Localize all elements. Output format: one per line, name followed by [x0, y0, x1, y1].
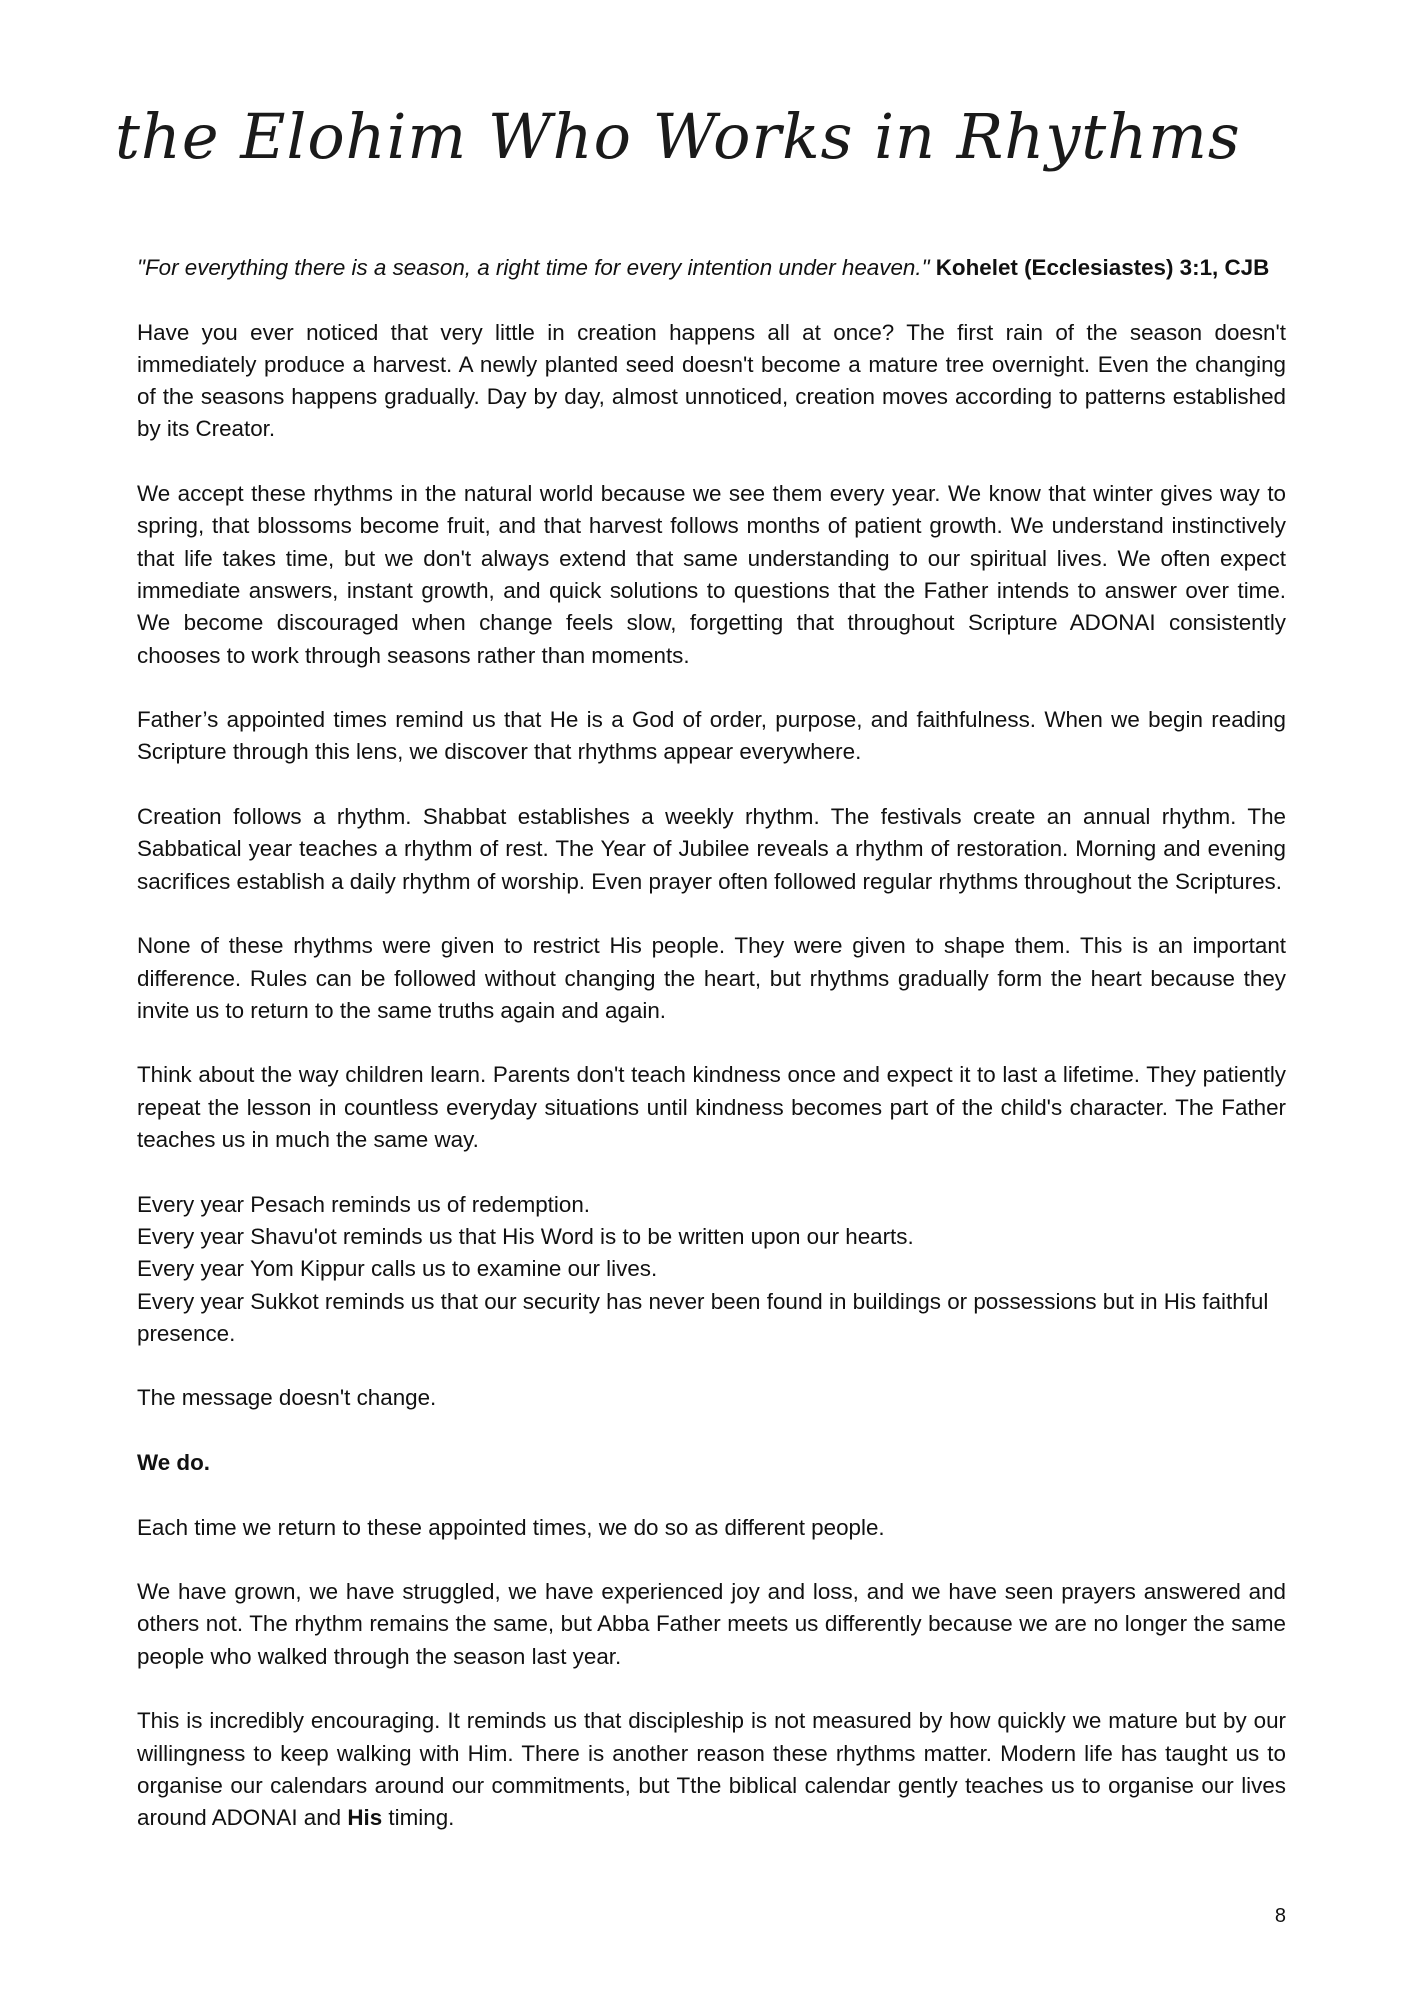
page-title: the Elohim Who Works in Rhythms: [115, 100, 1241, 173]
festival-line-yom-kippur: Every year Yom Kippur calls us to examine our lives.: [137, 1256, 658, 1282]
paragraph-9: Each time we return to these appointed times, we do so as different people.: [137, 1514, 885, 1540]
paragraph-11-end: timing.: [382, 1805, 455, 1831]
epigraph-quote: "For everything there is a season, a right time for every intention under heaven.": [137, 255, 930, 280]
paragraph-10: We have grown, we have struggled, we have experienced joy and loss, and we have seen prayers answered and others not. The rhythm remains the same, but Abba Father meets us differently because we are no longer the same people who walked through the season last year.: [137, 1579, 1286, 1669]
paragraph-1: Have you ever noticed that very little in creation happens all at once? The first rain of the season doesn't immediately produce a harvest. A newly planted seed doesn't become a mature tree overnight. Even the changing of the seasons happens gradually. Day by day, almost unnoticed, creation moves according to patterns established by its Creator.: [137, 319, 1286, 442]
paragraph-2: We accept these rhythms in the natural world because we see them every year. We know that winter gives way to spring, that blossoms become fruit, and that harvest follows months of patient growth. We understand instinctively that life takes time, but we don't always extend that same understanding to our spiritual lives. We often expect immediate answers, instant growth, and quick solutions to questions that the Father intends to answer over time. We become discouraged when change feels slow, forgetting that throughout Scripture ADONAI consistently chooses to work through seasons rather than moments.: [137, 481, 1286, 668]
paragraph-4: Creation follows a rhythm. Shabbat establishes a weekly rhythm. The festivals create an annual rhythm. The Sabbatical year teaches a rhythm of rest. The Year of Jubilee reveals a rhythm of restoration. Morning and evening sacrifices establish a daily rhythm of worship. Even prayer often followed regular rhythms throughout the Scriptures.: [137, 804, 1286, 894]
paragraph-11: [137, 1705, 1286, 1834]
festival-line-shavuot: Every year Shavu'ot reminds us that His Word is to be written upon our hearts.: [137, 1223, 914, 1249]
festival-line-sukkot: Every year Sukkot reminds us that our security has never been found in buildings or possessions but in His faithful presence.: [137, 1288, 1269, 1346]
document-body: [137, 252, 1286, 1867]
epigraph: [137, 252, 1286, 284]
festival-list: [137, 1189, 1286, 1350]
paragraph-3: Father’s appointed times remind us that He is a God of order, purpose, and faithfulness. When we begin reading Scripture through this lens, we discover that rhythms appear everywhere.: [137, 707, 1286, 765]
paragraph-5: None of these rhythms were given to restrict His people. They were given to shape them. This is an important difference. Rules can be followed without changing the heart, but rhythms gradually form the heart because they invite us to return to the same truths again and again.: [137, 933, 1286, 1023]
paragraph-6: Think about the way children learn. Parents don't teach kindness once and expect it to last a lifetime. They patiently repeat the lesson in countless everyday situations until kindness becomes part of the child's character. The Father teaches us in much the same way.: [137, 1062, 1286, 1153]
paragraph-11-start: This is incredibly encouraging. It reminds us that discipleship is not measured by how quickly we mature but by our willingness to keep walking with Him. There is another reason these rhythms matter. Modern life has taught us to organise our calendars around our commitments, but Tthe biblical calendar gently teaches us to organise our lives around ADONAI and: [137, 1708, 1286, 1831]
page-number: 8: [1274, 1905, 1286, 1927]
epigraph-reference: Kohelet (Ecclesiastes) 3:1, CJB: [935, 255, 1270, 280]
festival-line-pesach: Every year Pesach reminds us of redemption.: [137, 1191, 590, 1217]
paragraph-7: The message doesn't change.: [137, 1385, 437, 1411]
paragraph-8-emphasis: We do.: [137, 1449, 210, 1475]
paragraph-11-emphasis: His: [347, 1805, 383, 1831]
